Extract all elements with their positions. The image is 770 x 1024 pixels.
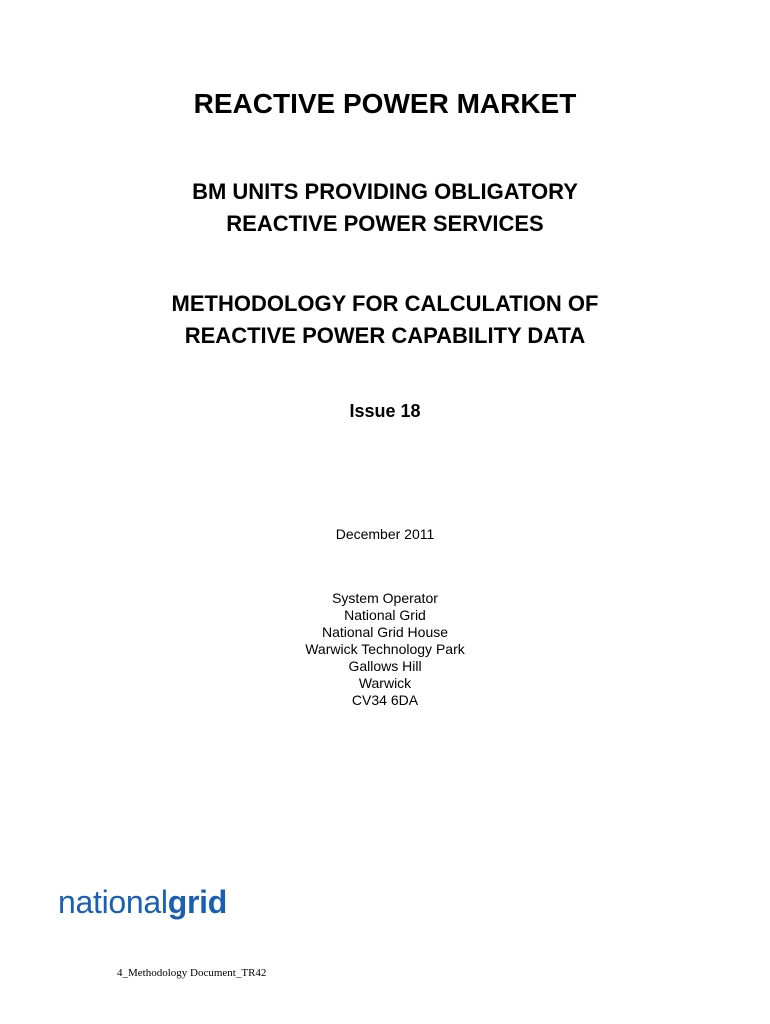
logo-text-national: national <box>58 884 168 920</box>
footer-document-reference: 4_Methodology Document_TR42 <box>117 967 267 979</box>
address-block <box>0 590 770 709</box>
subtitle-methodology-line-1: METHODOLOGY FOR CALCULATION OF <box>171 291 599 316</box>
document-title: REACTIVE POWER MARKET <box>193 88 577 119</box>
subtitle-methodology-line-2: REACTIVE POWER CAPABILITY DATA <box>184 323 586 348</box>
address-line: National Grid House <box>321 624 449 640</box>
document-subtitle-services <box>0 176 770 240</box>
subtitle-services-line-2: REACTIVE POWER SERVICES <box>226 211 544 236</box>
issue-date: December 2011 <box>335 526 435 542</box>
issue-number: Issue 18 <box>349 401 421 421</box>
document-subtitle-methodology <box>0 288 770 352</box>
subtitle-services-line-1: BM UNITS PROVIDING OBLIGATORY <box>192 179 578 204</box>
address-line: Warwick <box>358 675 412 691</box>
logo-text-grid: grid <box>167 884 227 920</box>
address-line: CV34 6DA <box>351 692 419 708</box>
address-line: National Grid <box>344 607 426 623</box>
address-line: Gallows Hill <box>348 658 422 674</box>
address-line: System Operator <box>332 590 438 606</box>
address-line: Warwick Technology Park <box>305 641 465 657</box>
national-grid-logo <box>58 880 227 924</box>
